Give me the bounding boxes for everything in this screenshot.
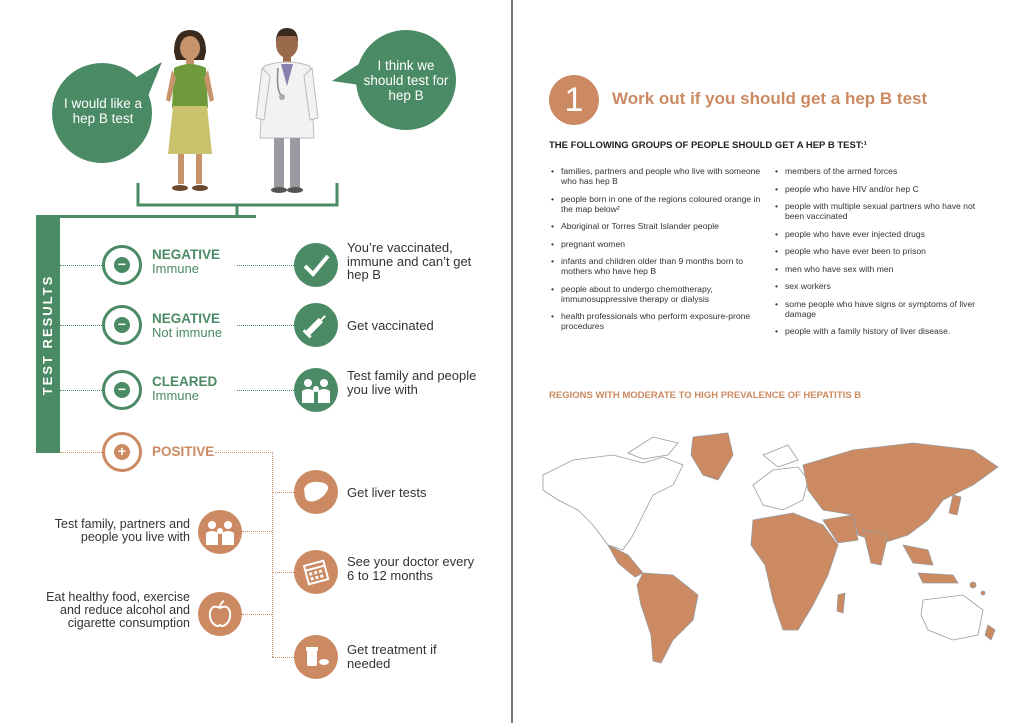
result-negative-not-immune: NEGATIVE Not immune <box>152 311 223 340</box>
group-list-item: • people who have ever injected drugs <box>773 229 993 239</box>
dotted-connector <box>242 531 272 532</box>
minus-circle-icon: − <box>102 370 142 410</box>
liver-icon <box>294 470 338 514</box>
groups-heading: THE FOLLOWING GROUPS OF PEOPLE SHOULD GET A HEP B TEST:¹ <box>549 140 867 151</box>
group-list-item: • people who have HIV and/or hep C <box>773 184 993 194</box>
doctor-bubble-text: I think we should test for hep B <box>363 57 449 103</box>
dotted-connector <box>215 452 273 453</box>
group-list-item: • people with multiple sexual partners who have not been vaccinated <box>773 201 993 221</box>
apple-icon <box>198 592 242 636</box>
dotted-connector <box>60 325 102 326</box>
group-list-item: • some people who have signs or symptoms of liver damage <box>773 299 993 319</box>
step-number-badge: 1 <box>549 75 599 125</box>
minus-circle-icon: − <box>102 305 142 345</box>
result-positive: POSITIVE <box>152 444 215 459</box>
right-page <box>513 0 1024 723</box>
world-prevalence-map <box>533 425 1003 665</box>
syringe-icon <box>294 303 338 347</box>
group-list-item: • people born in one of the regions coloured orange in the map below² <box>549 194 767 214</box>
checkmark-icon <box>294 243 338 287</box>
patient-figure-icon <box>160 28 220 196</box>
doctor-figure-icon <box>252 26 322 196</box>
dotted-connector <box>237 265 294 266</box>
action-get-vaccinated: Get vaccinated <box>347 318 434 333</box>
group-list-item: • infants and children older than 9 months born to mothers who have hep B <box>549 256 767 276</box>
action-test-family-partners: Test family, partners and people you live with <box>54 517 190 544</box>
dotted-connector <box>272 572 294 573</box>
test-results-top-rule <box>36 215 256 218</box>
map-title: REGIONS WITH MODERATE TO HIGH PREVALENCE OF HEPATITIS B <box>549 390 862 401</box>
group-list-item: • men who have sex with men <box>773 264 993 274</box>
test-results-label: TEST RESULTS <box>40 274 55 396</box>
dotted-connector <box>237 325 294 326</box>
minus-circle-icon: − <box>102 245 142 285</box>
group-list-item: • people about to undergo chemotherapy, immunosuppressive therapy or dialysis <box>549 284 767 304</box>
figures-bracket <box>135 183 340 218</box>
dotted-connector <box>272 657 294 658</box>
patient-bubble-text: I would like a hep B test <box>63 96 143 126</box>
family-icon <box>198 510 242 554</box>
group-list-item: • pregnant women <box>549 239 767 249</box>
family-icon <box>294 368 338 412</box>
action-get-treatment: Get treatment if needed <box>347 642 437 671</box>
plus-circle-icon: + <box>102 432 142 472</box>
groups-list-col2 <box>773 166 993 344</box>
action-test-family: Test family and people you live with <box>347 368 477 397</box>
dotted-connector <box>60 452 102 453</box>
group-list-item: • people who have ever been to prison <box>773 246 993 256</box>
group-list-item: • sex workers <box>773 281 993 291</box>
action-healthy-lifestyle: Eat healthy food, exercise and reduce alcohol and cigarette consumption <box>46 590 190 630</box>
action-see-doctor: See your doctor every 6 to 12 months <box>347 554 475 583</box>
group-list-item: • people with a family history of liver disease. <box>773 326 993 336</box>
action-liver-tests: Get liver tests <box>347 485 427 500</box>
group-list-item: • families, partners and people who live with someone who has hep B <box>549 166 767 186</box>
dotted-connector <box>60 265 102 266</box>
dotted-connector <box>60 390 102 391</box>
step-title: Work out if you should get a hep B test <box>612 89 928 108</box>
result-negative-immune: NEGATIVE Immune <box>152 247 221 276</box>
medication-icon <box>294 635 338 679</box>
calendar-icon <box>294 550 338 594</box>
dotted-connector <box>242 614 272 615</box>
groups-list-col1 <box>549 166 767 339</box>
group-list-item: • Aboriginal or Torres Strait Islander people <box>549 221 767 231</box>
dotted-connector <box>272 492 294 493</box>
dotted-connector <box>272 452 273 657</box>
dotted-connector <box>237 390 294 391</box>
group-list-item: • members of the armed forces <box>773 166 993 176</box>
result-cleared-immune: CLEARED Immune <box>152 374 218 403</box>
group-list-item: • health professionals who perform exposure-prone procedures <box>549 311 767 331</box>
action-vaccinated: You’re vaccinated, immune and can’t get hep B <box>347 240 472 282</box>
